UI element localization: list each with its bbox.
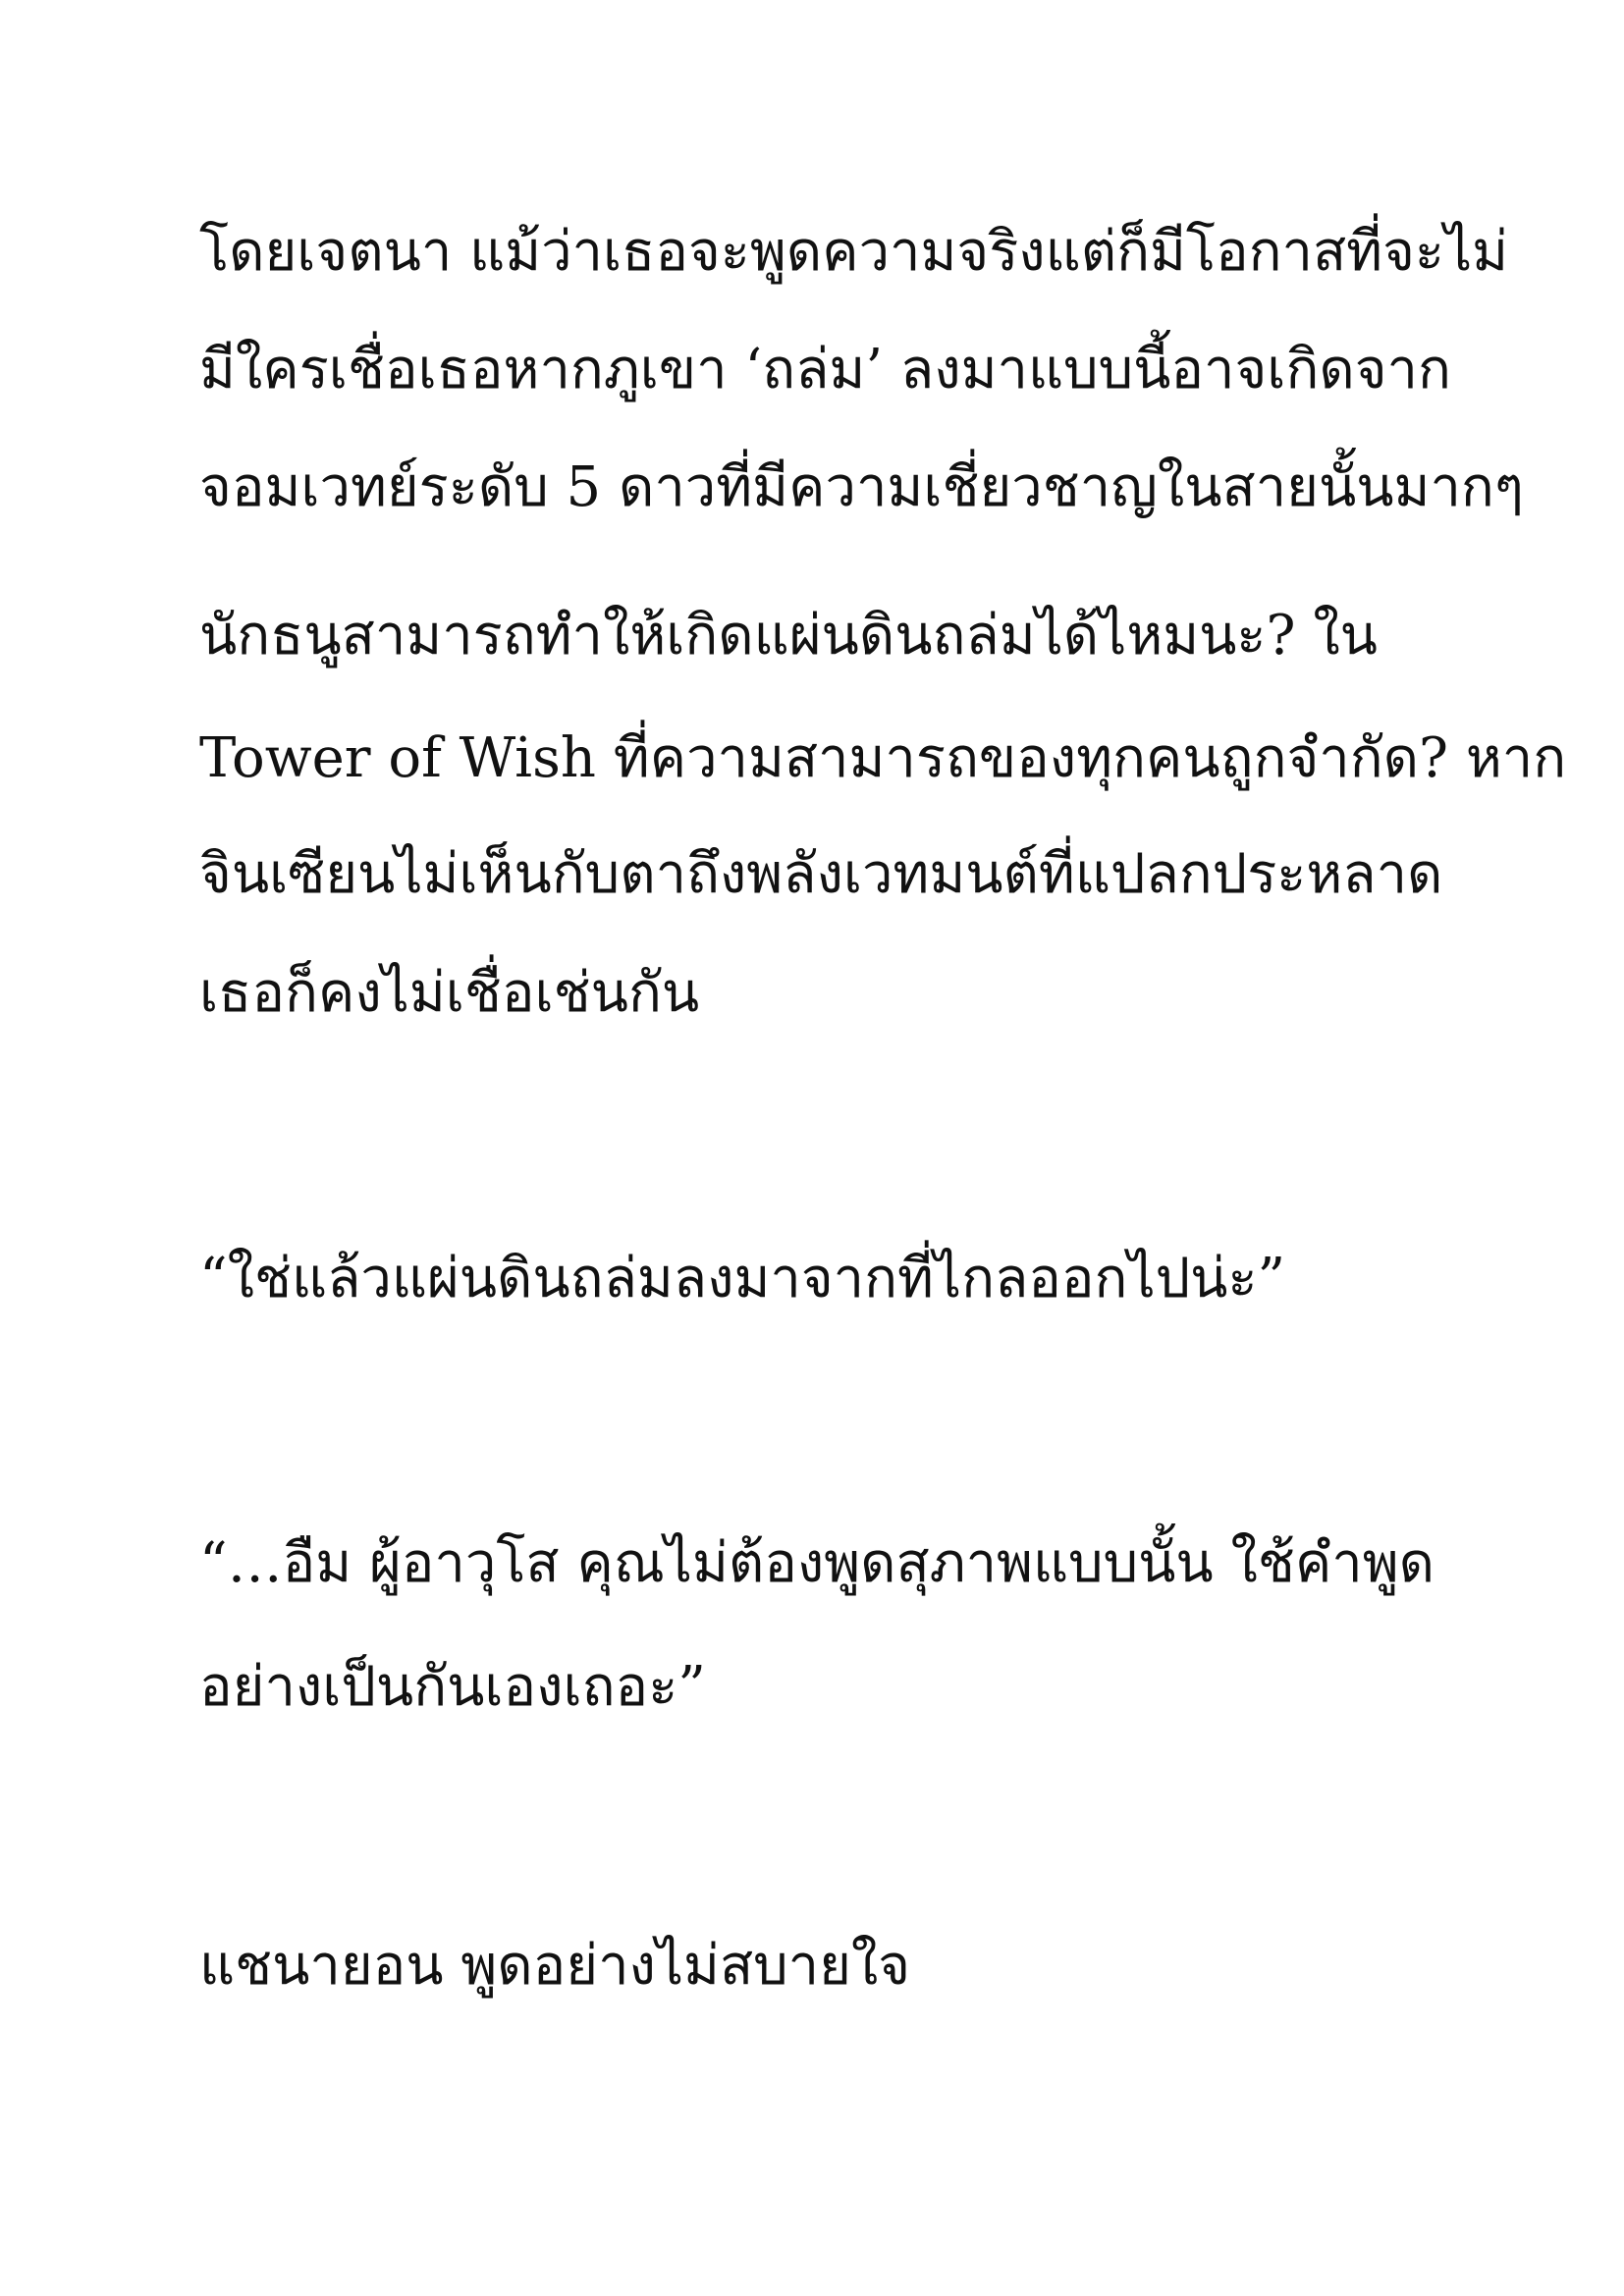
text-line: อย่างเป็นกันเองเถอะ”	[199, 1655, 706, 1719]
text-line: Tower of Wish ที่ความสามารถของทุกคนถูกจำกัด? หาก	[199, 726, 1567, 790]
text-line: แชนายอน พูดอย่างไม่สบายใจ	[199, 1934, 911, 1998]
text-line: นักธนูสามารถทำให้เกิดแผ่นดินถล่มได้ไหมนะ? ใน	[199, 604, 1378, 667]
text-line: โดยเจตนา แม้ว่าเธอจะพูดความจริงแต่ก็มีโอกาสที่จะไม่	[199, 220, 1509, 284]
text-line: จินเซียนไม่เห็นกับตาถึงพลังเวทมนต์ที่แปลกประหลาด	[199, 842, 1443, 906]
text-line: มีใครเชื่อเธอหากภูเขา ‘ถล่ม’ ลงมาแบบนี้อาจเกิดจาก	[199, 338, 1451, 401]
text-line: เธอก็คงไม่เชื่อเช่นกัน	[199, 961, 700, 1025]
text-line: “…อืม ผู้อาวุโส คุณไม่ต้องพูดสุภาพแบบนั้น ใช้คำพูด	[199, 1531, 1435, 1595]
text-line: จอมเวทย์ระดับ 5 ดาวที่มีความเชี่ยวชาญในสายนั้นมากๆ	[199, 455, 1524, 519]
text-line: “ใช่แล้วแผ่นดินถล่มลงมาจากที่ไกลออกไปน่ะ”	[199, 1247, 1286, 1310]
